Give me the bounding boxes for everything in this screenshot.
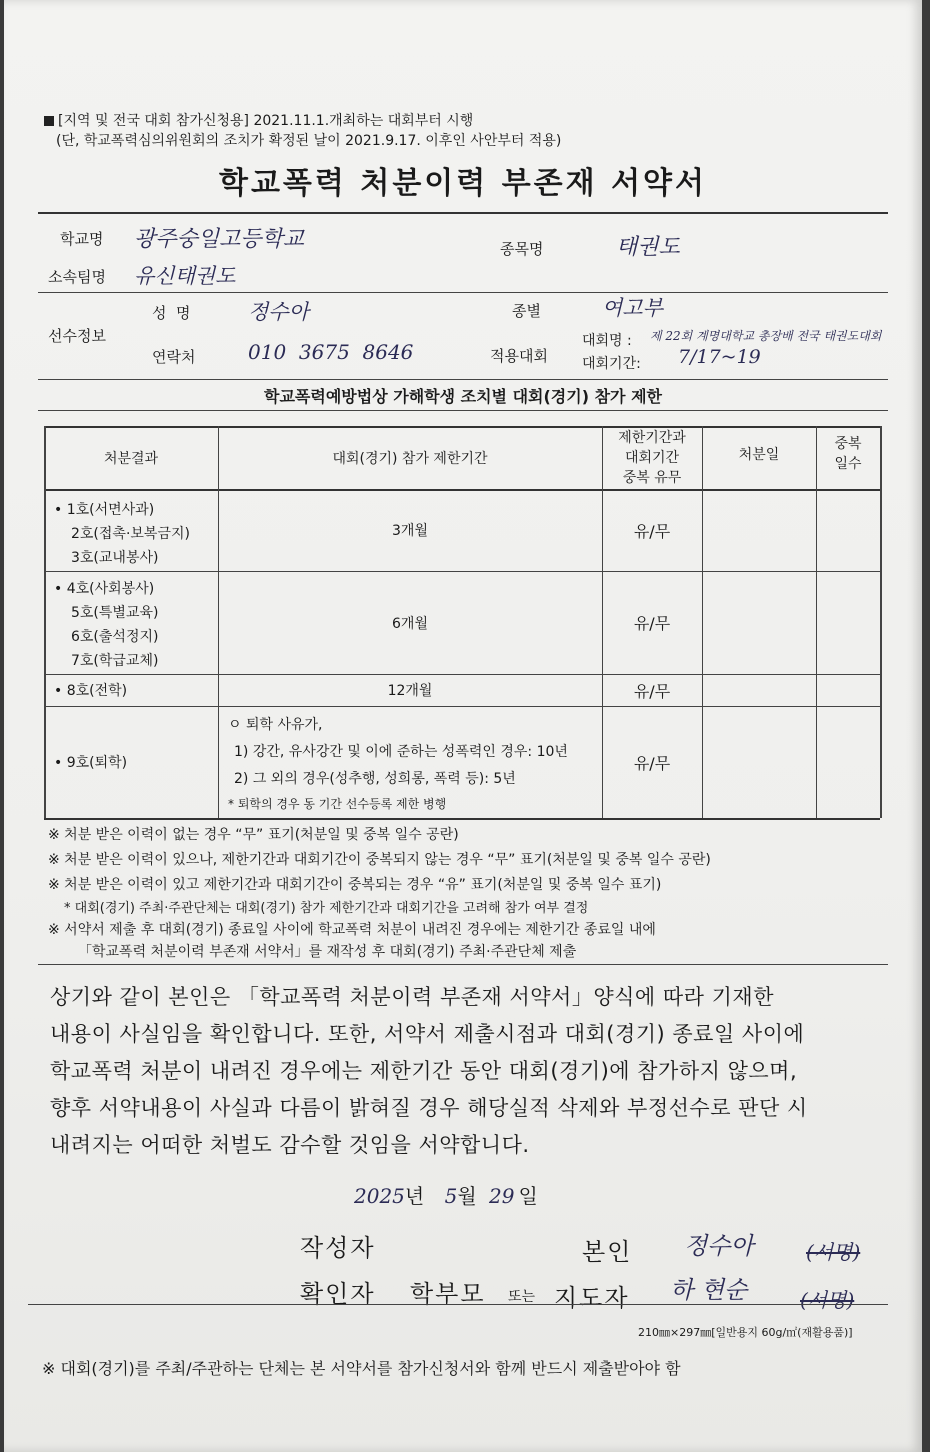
- school-value: 광주숭일고등학교: [134, 227, 305, 252]
- header-overlap-line: 제한기간과: [618, 429, 686, 446]
- table-border: [880, 426, 882, 818]
- period-line: 2) 그 외의 경우(성추행, 성희롱, 폭력 등): 5년: [234, 771, 516, 787]
- header-overlap: [602, 426, 702, 489]
- contact-label: 연락처: [152, 348, 196, 366]
- pledge-line: 향후 서약내용이 사실과 다름이 밝혀질 경우 해당실적 삭제와 부정선수로 판단 시: [50, 1096, 808, 1120]
- footer-note: ※ 대회(경기)를 주최/주관하는 단체는 본 서약서를 참가신청서와 함께 반드시 제출받아야 함: [42, 1359, 681, 1378]
- header-days: [816, 426, 880, 482]
- period-line: 1) 강간, 유사강간 및 이에 준하는 성폭력인 경우: 10년: [234, 744, 568, 760]
- divider: [38, 212, 888, 214]
- gender-label: 종별: [512, 302, 541, 320]
- name-label: 성 명: [152, 304, 191, 322]
- table-row-overlap: 유/무: [633, 753, 671, 773]
- competition-name-value: 제 22회 계명대학교 총장배 전국 태권도대회: [650, 329, 882, 343]
- paper-spec: 210㎜×297㎜[일반용지 60g/㎡(재활용품)]: [638, 1326, 853, 1339]
- table-row-period: 6개월: [392, 615, 428, 632]
- note-line: 「학교폭력 처분이력 부존재 서약서」를 재작성 후 대회(경기) 주최·주관단체 제출: [78, 944, 577, 960]
- contact-value: 010 3675 8646: [248, 340, 414, 364]
- note-line: * 대회(경기) 주최·주관단체는 대회(경기) 참가 제한기간과 대회기간을 고려해 참가 여부 결정: [64, 901, 589, 916]
- note-line: ※ 처분 받은 이력이 없는 경우 “무” 표기(처분일 및 중복 일수 공란): [48, 827, 459, 843]
- table-row-result: • 9호(퇴학): [54, 755, 128, 771]
- period-line: * 퇴학의 경우 동 기간 선수등록 제한 병행: [228, 797, 447, 811]
- square-bullet-icon: [44, 116, 54, 126]
- period-line: ㅇ 퇴학 사유가,: [228, 717, 323, 733]
- pledge-text: [50, 979, 890, 1164]
- header-result: 처분결과: [103, 450, 159, 467]
- event-label: 종목명: [500, 240, 544, 258]
- document-page: [4, 0, 922, 1452]
- table-row-result: [54, 577, 219, 673]
- table-row-result: • 8호(전학): [54, 683, 128, 699]
- parent-label: 학부모: [410, 1280, 486, 1308]
- self-signature-seal: (서명): [806, 1240, 861, 1264]
- result-line: 7호(학급교체): [71, 653, 159, 669]
- divider: [38, 379, 888, 380]
- table-row-overlap: 유/무: [633, 521, 671, 541]
- table-border: [44, 706, 880, 707]
- header-overlap-line: 중복 유무: [622, 469, 682, 486]
- competition-period-value: 7/17~19: [678, 346, 761, 368]
- competition-name-label: 대회명 :: [582, 333, 632, 349]
- header-overlap-line: 대회기간: [624, 449, 680, 466]
- result-line: 6호(출석정지): [71, 629, 159, 645]
- header-period: 대회(경기) 참가 제한기간: [332, 450, 488, 467]
- team-value: 유신태권도: [134, 264, 236, 288]
- divider: [38, 964, 888, 965]
- table-row-overlap: 유/무: [633, 681, 671, 701]
- table-border: [44, 818, 880, 820]
- coach-signature-seal: (서명): [800, 1288, 855, 1312]
- gender-value: 여고부: [602, 296, 663, 320]
- date-day: 29: [489, 1184, 515, 1208]
- result-line: 5호(특별교육): [71, 605, 159, 621]
- table-border: [816, 426, 817, 818]
- date-year: 2025: [354, 1184, 405, 1208]
- note-line: ※ 서약서 제출 후 대회(경기) 종료일 사이에 학교폭력 처분이 내려진 경우에는 제한기간 종료일 내에: [48, 922, 656, 938]
- note-line: ※ 처분 받은 이력이 있으나, 제한기간과 대회기간이 중복되지 않는 경우 “무” 표기(처분일 및 중복 일수 공란): [48, 852, 711, 868]
- writer-label: 작성자: [300, 1234, 376, 1262]
- table-row-period: [228, 712, 568, 815]
- notice-line-2: (단, 학교폭력심의위원회의 조치가 확정된 날이 2021.9.17. 이후인 사안부터 적용): [56, 133, 562, 149]
- signature-date: [354, 1180, 538, 1209]
- result-line: 3호(교내봉사): [71, 550, 159, 566]
- result-line: • 4호(사회봉사): [54, 581, 155, 597]
- pledge-line: 내용이 사실임을 확인합니다. 또한, 서약서 제출시점과 대회(경기) 종료일 사이에: [50, 1022, 805, 1046]
- table-row-period: 3개월: [392, 523, 428, 539]
- team-label: 소속팀명: [48, 268, 106, 286]
- competition-period-label: 대회기간:: [582, 356, 641, 372]
- table-border: [702, 426, 703, 818]
- or-label: 또는: [508, 1289, 536, 1305]
- self-signature-name: 정수아: [684, 1232, 754, 1260]
- restriction-title: 학교폭력예방법상 가해학생 조치별 대회(경기) 참가 제한: [264, 387, 662, 406]
- divider: [38, 292, 888, 293]
- notice-line-1: [지역 및 전국 대회 참가신청용] 2021.11.1.개최하는 대회부터 시행: [44, 110, 473, 130]
- divider: [38, 410, 888, 411]
- self-label: 본인: [582, 1238, 633, 1266]
- coach-label: 지도자: [554, 1284, 630, 1312]
- header-days-line: 일수: [834, 456, 862, 472]
- result-line: 2호(접촉·보복금지): [71, 526, 190, 542]
- date-year-suffix: 년: [404, 1184, 425, 1208]
- table-row-period: 12개월: [387, 683, 433, 699]
- date-day-suffix: 일: [518, 1184, 538, 1208]
- note-line: ※ 처분 받은 이력이 있고 제한기간과 대회기간이 중복되는 경우 “유” 표기(처분일 및 중복 일수 표기): [48, 877, 662, 893]
- pledge-line: 학교폭력 처분이 내려진 경우에는 제한기간 동안 대회(경기)에 참가하지 않으며,: [50, 1059, 798, 1083]
- name-value: 정수아: [248, 300, 309, 324]
- athlete-label: 선수정보: [48, 327, 106, 345]
- applied-competition-label: 적용대회: [490, 347, 548, 365]
- divider: [28, 1304, 888, 1305]
- date-month: 5: [444, 1184, 458, 1208]
- pledge-line: 상기와 같이 본인은 「학교폭력 처분이력 부존재 서약서」양식에 따라 기재한: [50, 985, 774, 1009]
- table-row-overlap: 유/무: [633, 614, 671, 633]
- result-line: • 1호(서면사과): [54, 502, 155, 518]
- event-value: 태권도: [616, 235, 680, 260]
- header-days-line: 중복: [834, 436, 862, 452]
- confirmer-label: 확인자: [300, 1280, 376, 1308]
- school-label: 학교명: [60, 230, 104, 248]
- header-date: 처분일: [738, 447, 780, 463]
- date-month-suffix: 월: [457, 1184, 477, 1208]
- document-title: 학교폭력 처분이력 부존재 서약서: [218, 166, 708, 201]
- pledge-line: 내려지는 어떠한 처벌도 감수할 것임을 서약합니다.: [50, 1133, 530, 1157]
- table-row-result: [54, 498, 219, 570]
- coach-signature-name: 하 현순: [670, 1276, 748, 1304]
